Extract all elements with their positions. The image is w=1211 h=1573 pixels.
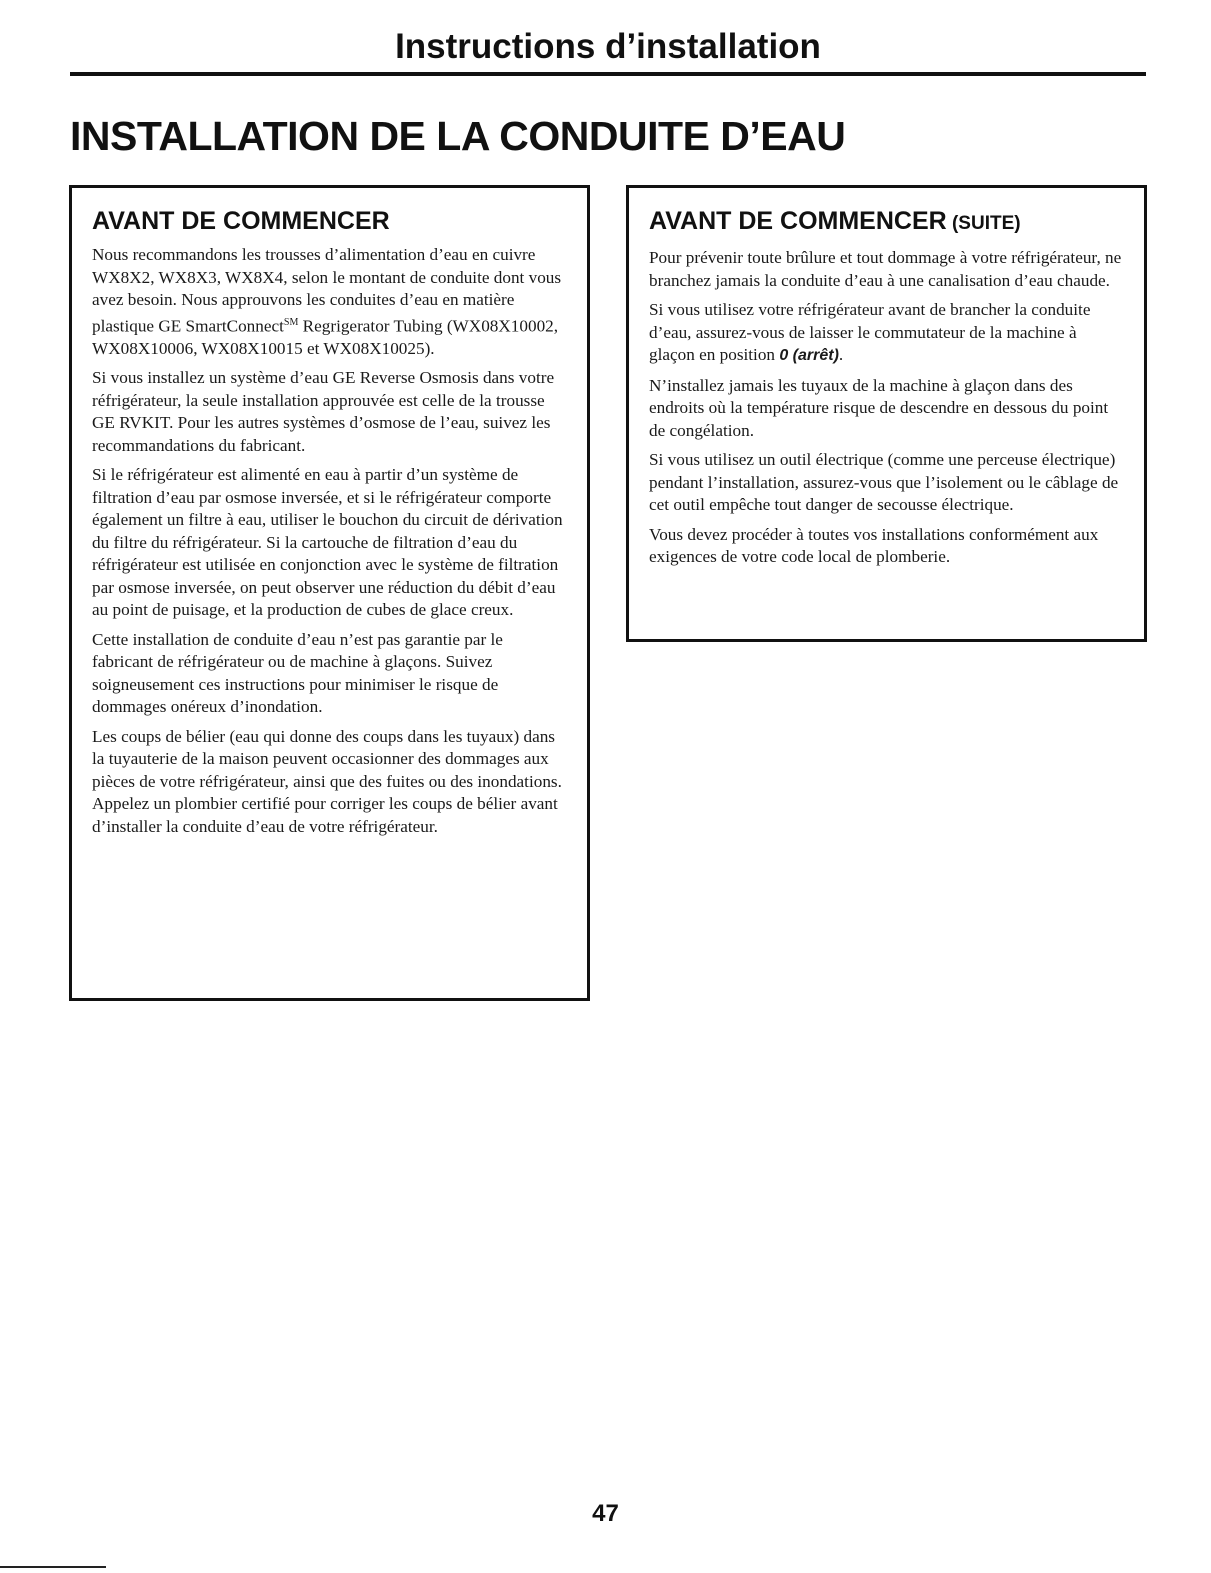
header-divider	[70, 72, 1146, 76]
paragraph-supply-kits	[92, 244, 567, 360]
paragraph-warranty: Cette installation de conduite d’eau n’est pas garantie par le fabricant de réfrigérateur ou de machine à glaçons. Suivez soigneusement ces instructions pour minimiser le risque de dommages onéreux d’inondation.	[92, 629, 503, 717]
box-title: AVANT DE COMMENCER	[92, 207, 390, 235]
paragraph-text: Regrigerator Tubing (WX08X10002, WX08X10006, WX08X10015 et WX08X10025).	[92, 316, 559, 358]
off-position-label: 0 (arrêt)	[779, 347, 839, 364]
paragraph-water-hammer: Les coups de bélier (eau qui donne des coups dans les tuyaux) dans la tuyauterie de la maison peuvent occasionner des dommages aux pièces de votre réfrigérateur, ainsi que des fuites ou des inondations. Appelez un plombier certifié pour corriger les coups de bélier avant d’installer la conduite d’eau de votre réfrigérateur.	[92, 726, 562, 836]
paragraph-text: Nous recommandons les trousses d’alimentation d’eau en cuivre WX8X2, WX8X3, WX8X4, selon le montant de conduite dont vous avez besoin. Nous approuvons les conduites d’eau en matière plastique GE SmartConnect	[92, 245, 562, 336]
paragraph-reverse-osmosis: Si vous installez un système d’eau GE Reverse Osmosis dans votre réfrigérateur, la seule installation approuvée est celle de la trousse GE RVKIT. Pour les autres systèmes d’osmose de l’eau, suivez les recommandations du fabricant.	[92, 368, 555, 455]
box-title	[649, 206, 1124, 239]
before-you-begin-continued-box	[626, 185, 1147, 642]
footer-rule	[0, 1566, 106, 1568]
section-title: INSTALLATION DE LA CONDUITE D’EAU	[70, 113, 846, 159]
paragraph-freezing: N’installez jamais les tuyaux de la machine à glaçon dans des endroits où la température risque de descendre en dessous du point de congélation.	[649, 375, 1109, 440]
paragraph-plumbing-code: Vous devez procéder à toutes vos installations conformément aux exigences de votre code local de plomberie.	[649, 524, 1099, 566]
paragraph-power-tool: Si vous utilisez un outil électrique (comme une perceuse électrique) pendant l’installation, assurez-vous que l’isolement ou le câblage de cet outil empêche tout danger de secousse électrique.	[649, 450, 1119, 514]
before-you-begin-box	[69, 185, 590, 1001]
page-header-title: Instructions d’installation	[395, 27, 821, 66]
paragraph-hot-water: Pour prévenir toute brûlure et tout dommage à votre réfrigérateur, ne branchez jamais la conduite d’eau à une canalisation d’eau chaude.	[649, 248, 1122, 290]
page-number: 47	[592, 1500, 619, 1527]
paragraph-filtration: Si le réfrigérateur est alimenté en eau à partir d’un système de filtration d’eau par osmose inversée, et si le réfrigérateur comporte également un filtre à eau, utiliser le bouchon du circuit de dérivation du filtre du réfrigérateur. Si la cartouche de filtration d’eau du réfrigérateur est utilisée en conjonction avec le système de filtration par osmose inversée, on peut observer une réduction du débit d’eau au point de puisage, et la production de cubes de glace creux.	[92, 465, 563, 620]
paragraph-text: .	[838, 345, 844, 364]
service-mark: SM	[283, 316, 299, 328]
paragraph-icemaker-switch	[649, 299, 1124, 368]
paragraph-text: Si vous utilisez votre réfrigérateur avant de brancher la conduite d’eau, assurez-vous de laisser le commutateur de la machine à glaçon en position	[649, 300, 1091, 364]
box-title-suffix: (SUITE)	[946, 213, 1021, 234]
box-title-text: AVANT DE COMMENCER	[649, 207, 947, 235]
